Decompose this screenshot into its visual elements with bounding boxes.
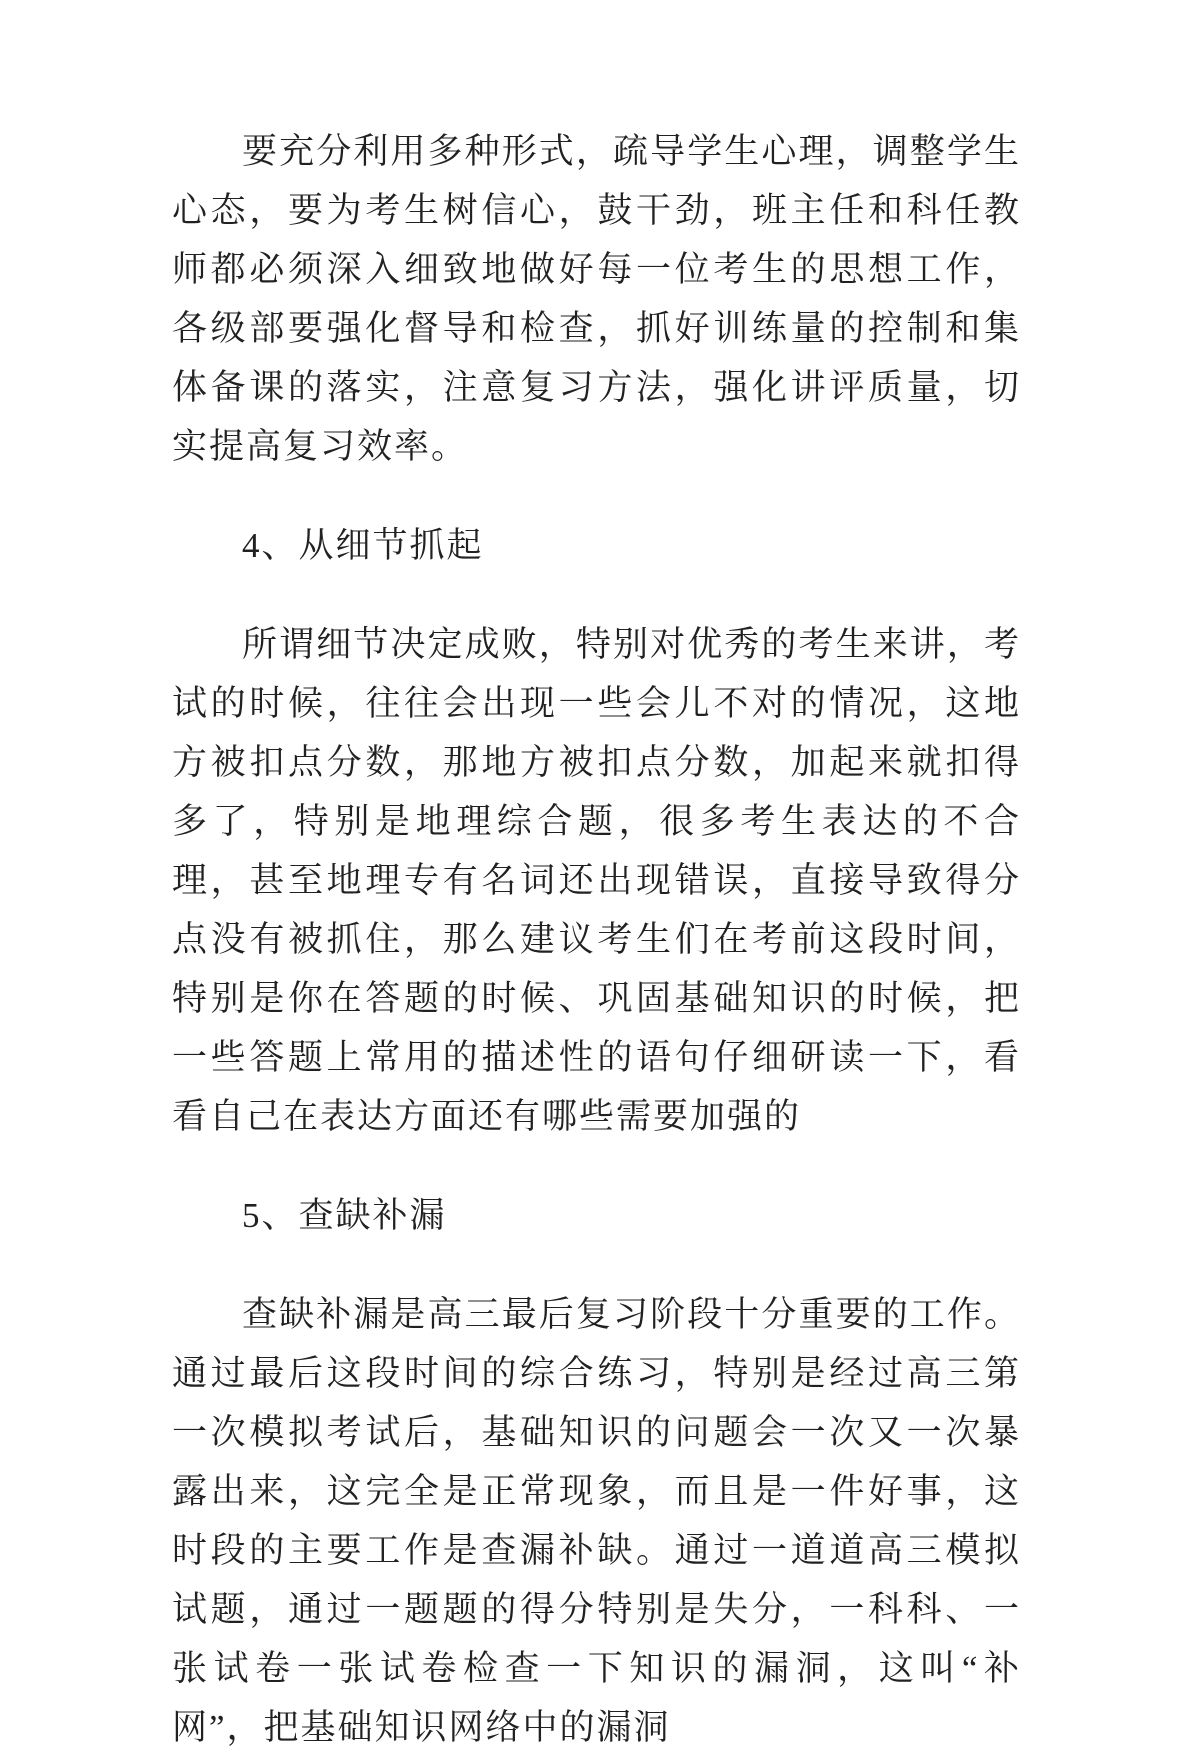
paragraph-details-matter: 所谓细节决定成败，特别对优秀的考生来讲，考试的时候，往往会出现一些会儿不对的情况，这地方被扣点分数，那地方被扣点分数，加起来就扣得多了，特别是地理综合题，很多考生表达的不合理，甚至地理专有名词还出现错误，直接导致得分点没有被抓住，那么建议考生们在考前这段时间，特别是你在答题的时候、巩固基础知识的时候，把一些答题上常用的描述性的语句仔细研读一下，看看自己在表达方面还有哪些需要加强的 (172, 625, 1021, 1136)
section-heading-5-gap-filling: 5、查缺补漏 (242, 1196, 447, 1235)
section-heading-4-details: 4、从细节抓起 (242, 526, 484, 565)
paragraph-review-methods: 要充分利用多种形式，疏导学生心理，调整学生心态，要为考生树信心，鼓干劲，班主任和科任教师都必须深入细致地做好每一位考生的思想工作，各级部要强化督导和检查，抓好训练量的控制和集体备课的落实，注意复习方法，强化讲评质量，切实提高复习效率。 (172, 132, 1021, 466)
paragraph-gap-filling: 查缺补漏是高三最后复习阶段十分重要的工作。通过最后这段时间的综合练习，特别是经过高三第一次模拟考试后，基础知识的问题会一次又一次暴露出来，这完全是正常现象，而且是一件好事，这时段的主要工作是查漏补缺。通过一道道高三模拟试题，通过一题题的得分特别是失分，一科科、一张试卷一张试卷检查一下知识的漏洞，这叫“补网”，把基础知识网络中的漏洞 (172, 1295, 1021, 1747)
